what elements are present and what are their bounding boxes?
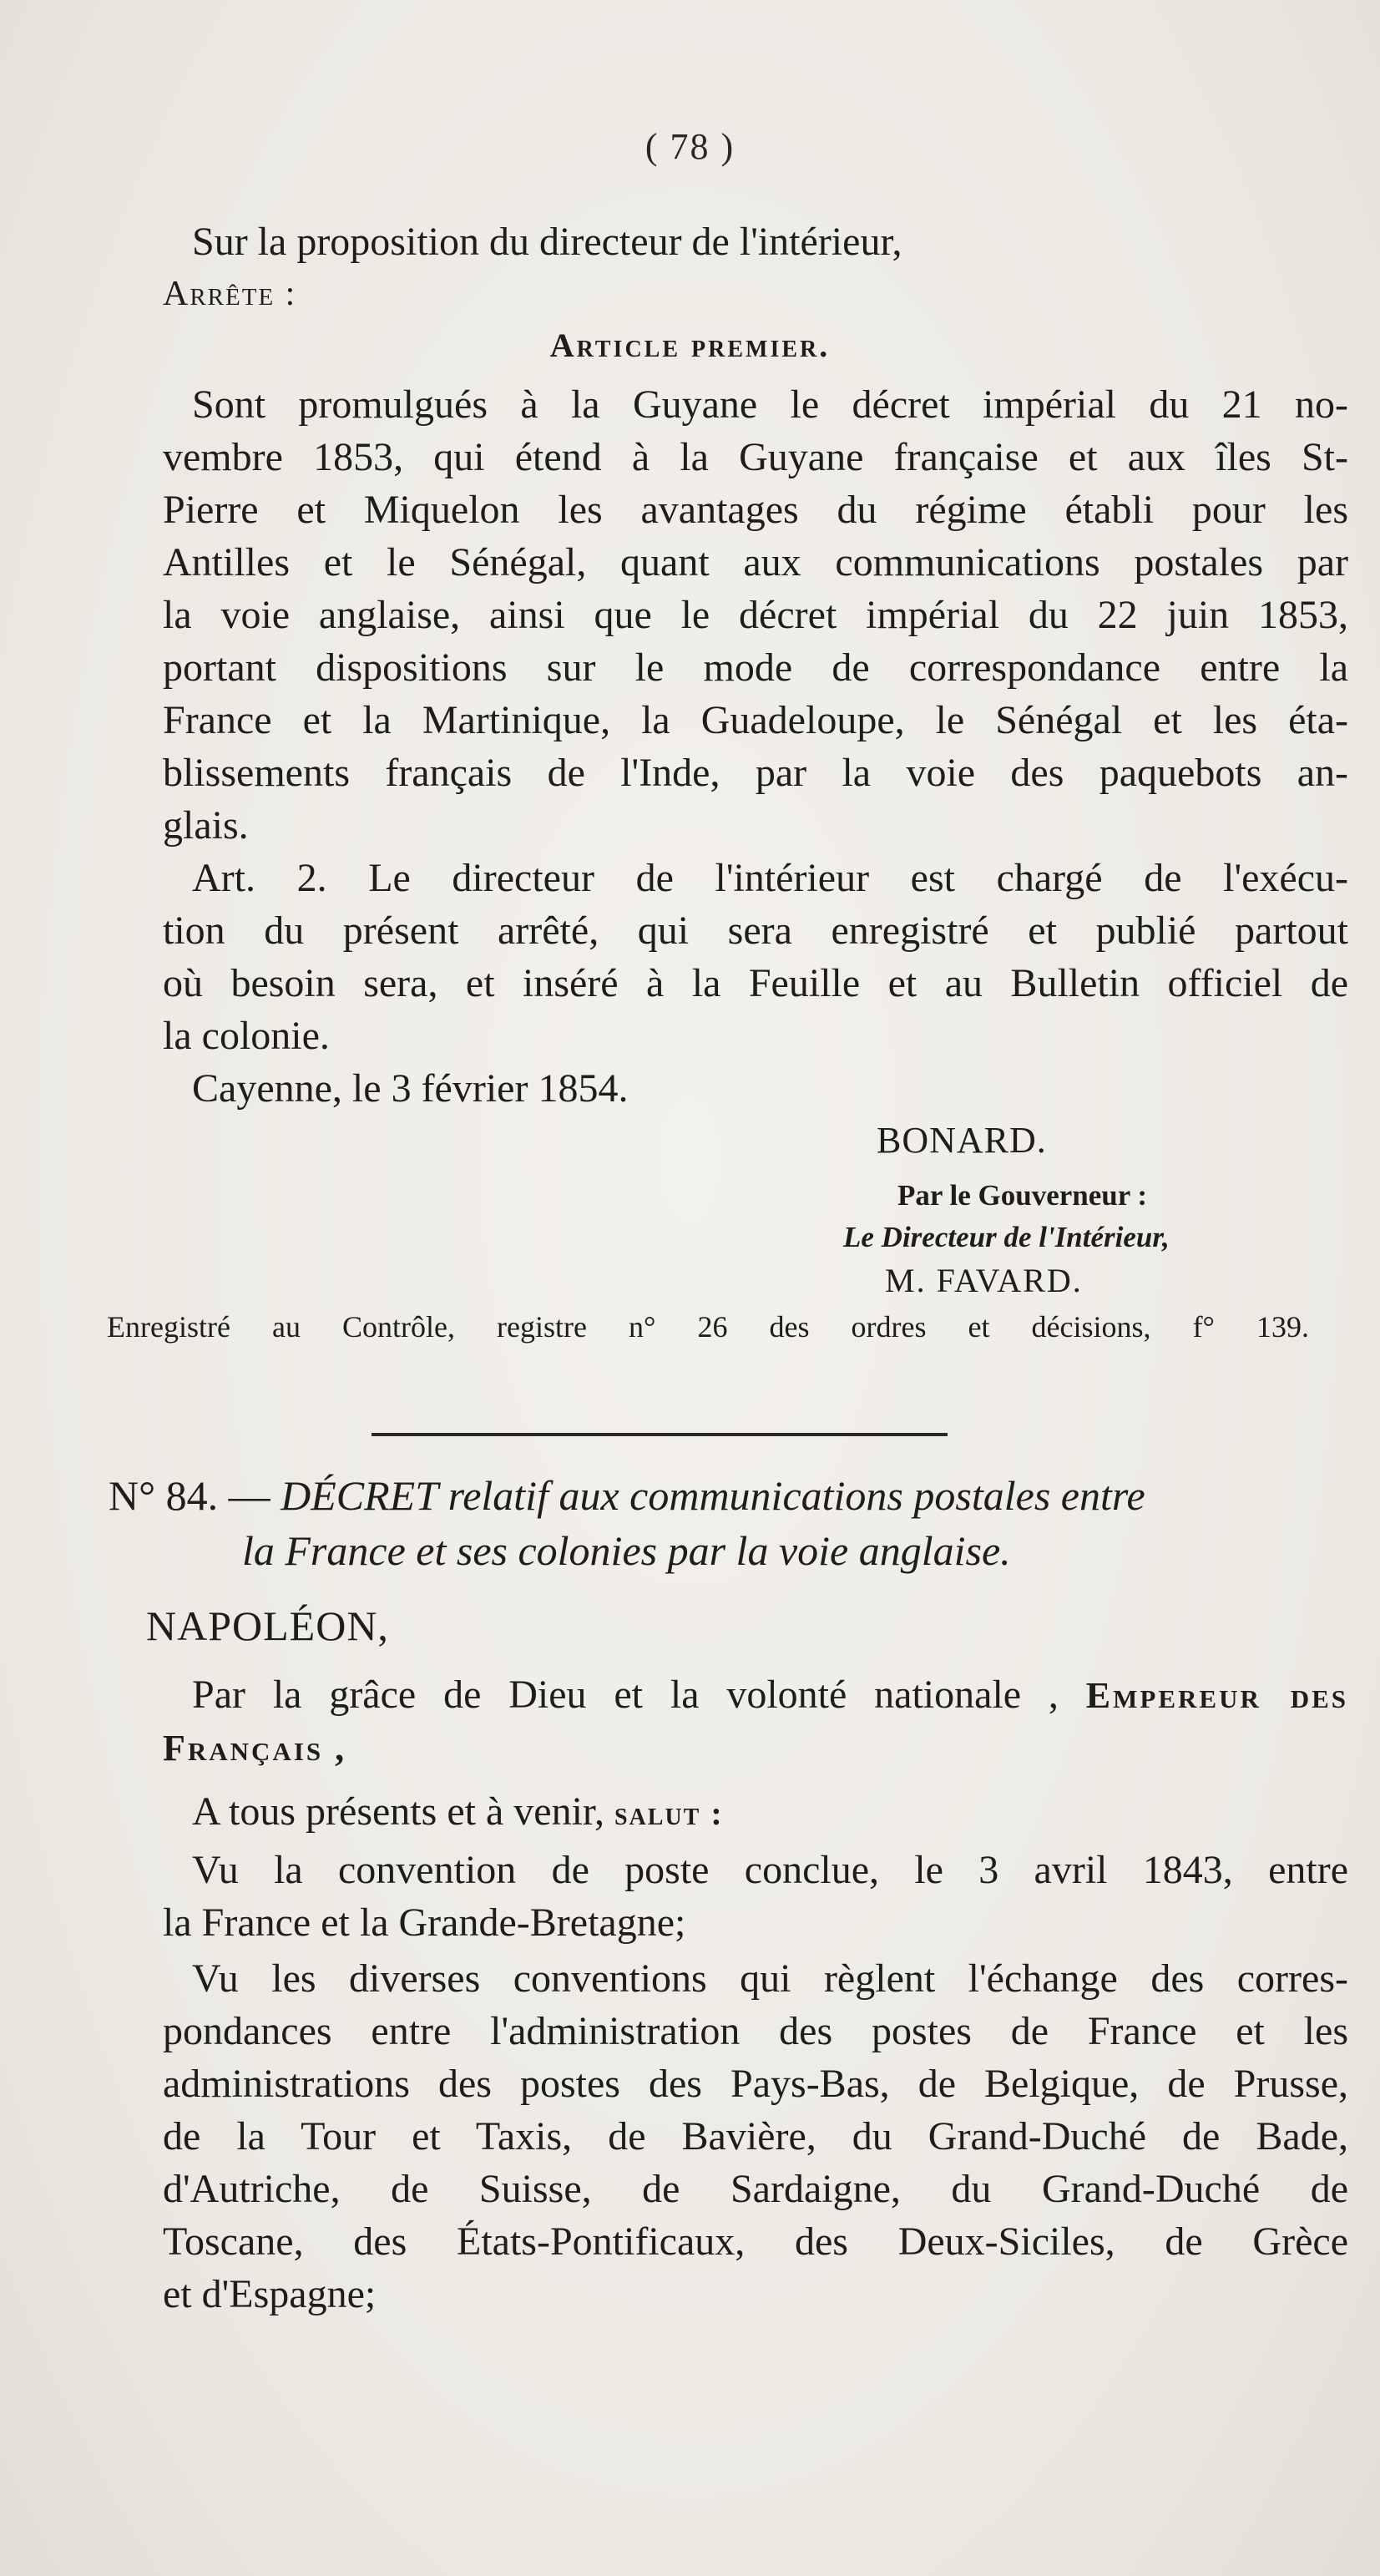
decret-title-line-1 (109, 1471, 1145, 1520)
art2-line-2: tion du présent arrêté, qui sera enregistré et publié partout (163, 908, 1348, 953)
signature-bonard: BONARD. (877, 1120, 1047, 1161)
vu2-line-7: et d'Espagne; (163, 2272, 377, 2316)
empereur-des: Empereur des (1085, 1675, 1349, 1716)
tous-presents-line (192, 1787, 1348, 1839)
vu2-line-6: Toscane, des États-Pontificaux, des Deux-Siciles, de Grèce (163, 2219, 1348, 2264)
article-premier-heading: Article premier. (549, 326, 831, 364)
francais: Français , (163, 1728, 347, 1769)
art1-line-9: glais. (163, 803, 249, 848)
vu2-line-3: administrations des postes des Pays-Bas, de Belgique, de Prusse, (163, 2062, 1348, 2106)
date-line: Cayenne, le 3 février 1854. (192, 1066, 629, 1111)
decret-title-text-2: la France et ses colonies par la voie anglaise. (242, 1527, 1011, 1574)
vu2-line-2: pondances entre l'administration des postes de France et les (163, 2009, 1348, 2053)
art1-line-3: Pierre et Miquelon les avantages du régime établi pour les (163, 488, 1348, 532)
proposition-line: Sur la proposition du directeur de l'intérieur, (192, 220, 902, 264)
page-number: ( 78 ) (645, 126, 735, 167)
art1-line-1: Sont promulgués à la Guyane le décret impérial du 21 no- (192, 382, 1348, 427)
art1-line-2: vembre 1853, qui étend à la Guyane française et aux îles St- (163, 435, 1348, 479)
vu1-line-2: la France et la Grande-Bretagne; (163, 1900, 686, 1945)
registre-note: Enregistré au Contrôle, registre n° 26 des ordres et décisions, f° 139. (107, 1310, 1309, 1344)
grace-line-1 (192, 1670, 1348, 1721)
vu2-line-5: d'Autriche, de Suisse, de Sardaigne, du Grand-Duché de (163, 2167, 1348, 2211)
grace-text: Par la grâce de Dieu et la volonté nationale , (192, 1673, 1059, 1717)
decret-title-text: DÉCRET relatif aux communications postales entre (281, 1472, 1145, 1519)
napoleon-heading: NAPOLÉON, (146, 1602, 389, 1649)
vu2-line-4: de la Tour et Taxis, de Bavière, du Grand-Duché de Bade, (163, 2114, 1348, 2158)
salut: salut : (614, 1794, 724, 1832)
art1-line-7: France et la Martinique, la Guadeloupe, le Sénégal et les éta- (163, 698, 1348, 742)
art2-line-4: la colonie. (163, 1014, 330, 1058)
signature-favard: M. FAVARD. (885, 1262, 1083, 1299)
art2-line-1: Art. 2. Le directeur de l'intérieur est chargé de l'exécu- (192, 856, 1348, 900)
decret-number: N° 84. — (109, 1472, 270, 1519)
art1-line-4: Antilles et le Sénégal, quant aux communications postales par (163, 540, 1348, 585)
art1-line-8: blissements français de l'Inde, par la voie des paquebots an- (163, 751, 1348, 795)
tous-presents-text: A tous présents et à venir, (192, 1789, 604, 1834)
art1-line-5: la voie anglaise, ainsi que le décret impérial du 22 juin 1853, (163, 593, 1348, 637)
par-le-gouverneur: Par le Gouverneur : (897, 1179, 1148, 1212)
decret-title-line-2 (242, 1526, 1011, 1575)
art1-line-6: portant dispositions sur le mode de correspondance entre la (163, 645, 1348, 690)
vu1-line-1: Vu la convention de poste conclue, le 3 avril 1843, entre (192, 1848, 1348, 1892)
art2-line-3: où besoin sera, et inséré à la Feuille et au Bulletin officiel de (163, 961, 1348, 1005)
le-directeur-title: Le Directeur de l'Intérieur, (843, 1221, 1170, 1253)
section-divider (372, 1433, 948, 1436)
grace-line-2 (163, 1723, 1348, 1774)
arrete-heading: Arrête : (163, 275, 297, 313)
vu2-line-1: Vu les diverses conventions qui règlent l'échange des corres- (192, 1956, 1348, 2001)
